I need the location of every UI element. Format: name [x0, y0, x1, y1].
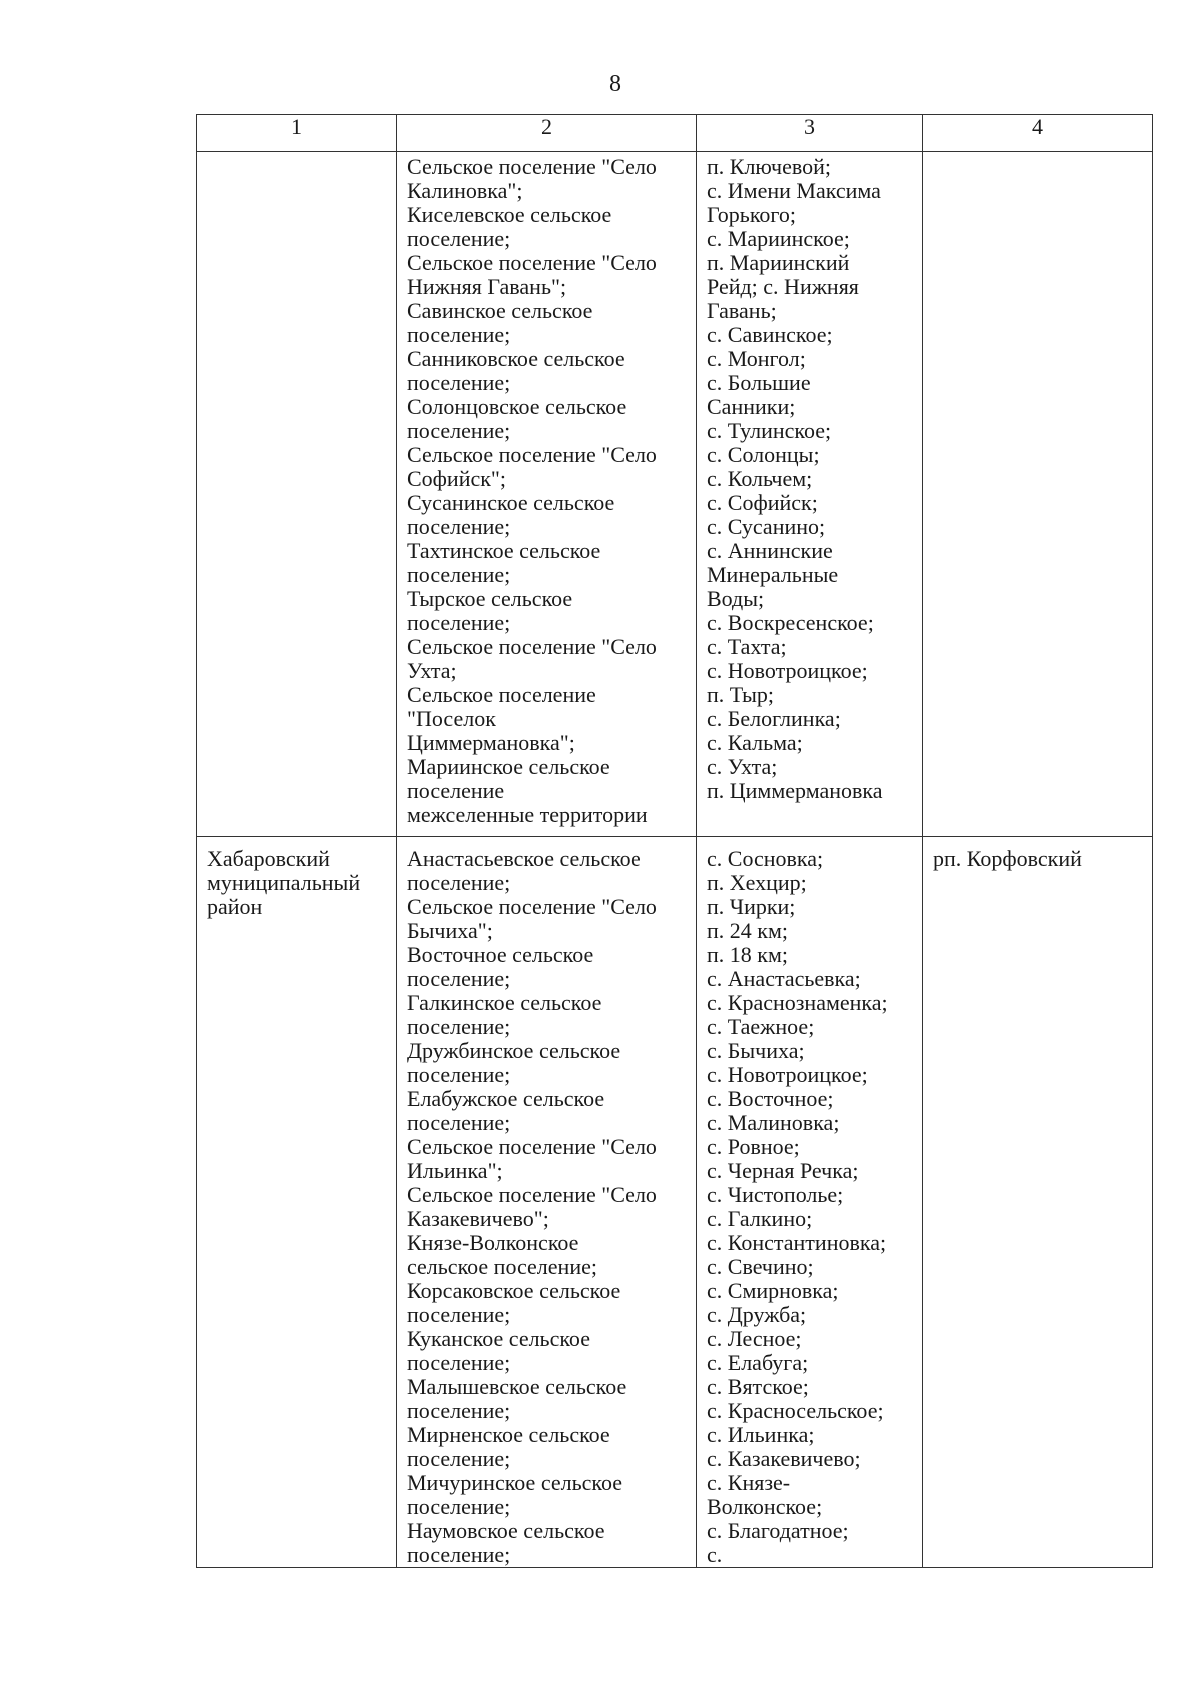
header-col-3: 3: [697, 115, 923, 152]
table-row: [197, 837, 1153, 1568]
district-name: [197, 152, 396, 155]
localities-cell: [697, 837, 923, 1568]
header-col-1: 1: [197, 115, 397, 152]
page-number: 8: [609, 71, 621, 97]
header-col-2: 2: [397, 115, 697, 152]
district-cell: [197, 152, 397, 837]
center-cell: [923, 152, 1153, 837]
district-cell: [197, 837, 397, 1568]
header-col-4: 4: [923, 115, 1153, 152]
table-row: [197, 152, 1153, 837]
localities-list: п. Ключевой; с. Имени Максима Горького; с. Мариинское; п. Мариинский Рейд; с. Нижняя Гавань; с. Савинское; с. Монгол; с. Большие Санники; с. Тулинское; с. Солонцы; с. Кольчем; с. Софийск; с. Сусанино; с. Аннинские Минеральные Воды; с. Воскресенское; с. Тахта; с. Новотроицкое; п. Тыр; с. Белоглинка; с. Кальма; с. Ухта; п. Циммермановка: [707, 154, 883, 803]
settlements-cell: [397, 152, 697, 837]
administrative-center: рп. Корфовский: [933, 846, 1082, 871]
settlements-list: Анастасьевское сельское поселение; Сельское поселение "Село Бычиха"; Восточное сельское поселение; Галкинское сельское поселение; Дружбинское сельское поселение; Елабужское сельское поселение; Сельское поселение "Село Ильинка"; Сельское поселение "Село Казакевичево"; Князе-Волконское сельское поселение; Корсаковское сельское поселение; Куканское сельское поселение; Малышевское сельское поселение; Мирненское сельское поселение; Мичуринское сельское поселение; Наумовское сельское поселение;: [407, 846, 657, 1567]
settlements-table: [196, 114, 1153, 1568]
settlements-list: Сельское поселение "Село Калиновка"; Киселевское сельское поселение; Сельское поселение "Село Нижняя Гавань"; Савинское сельское поселение; Санниковское сельское поселение; Солонцовское сельское поселение; Сельское поселение "Село Софийск"; Сусанинское сельское поселение; Тахтинское сельское поселение; Тырское сельское поселение; Сельское поселение "Село Ухта; Сельское поселение "Поселок Циммермановка"; Мариинское сельское поселение межселенные территории: [407, 154, 657, 827]
administrative-center: [923, 152, 1152, 155]
localities-list: с. Сосновка; п. Хехцир; п. Чирки; п. 24 км; п. 18 км; с. Анастасьевка; с. Краснознаменка; с. Таежное; с. Бычиха; с. Новотроицкое; с. Восточное; с. Малиновка; с. Ровное; с. Черная Речка; с. Чистополье; с. Галкино; с. Константиновка; с. Свечино; с. Смирновка; с. Дружба; с. Лесное; с. Елабуга; с. Вятское; с. Красносельское; с. Ильинка; с. Казакевичево; с. Князе- Волконское; с. Благодатное; с.: [707, 846, 888, 1567]
localities-cell: [697, 152, 923, 837]
center-cell: [923, 837, 1153, 1568]
table-header-row: [197, 115, 1153, 152]
district-name: Хабаровский муниципальный район: [207, 846, 361, 919]
settlements-cell: [397, 837, 697, 1568]
